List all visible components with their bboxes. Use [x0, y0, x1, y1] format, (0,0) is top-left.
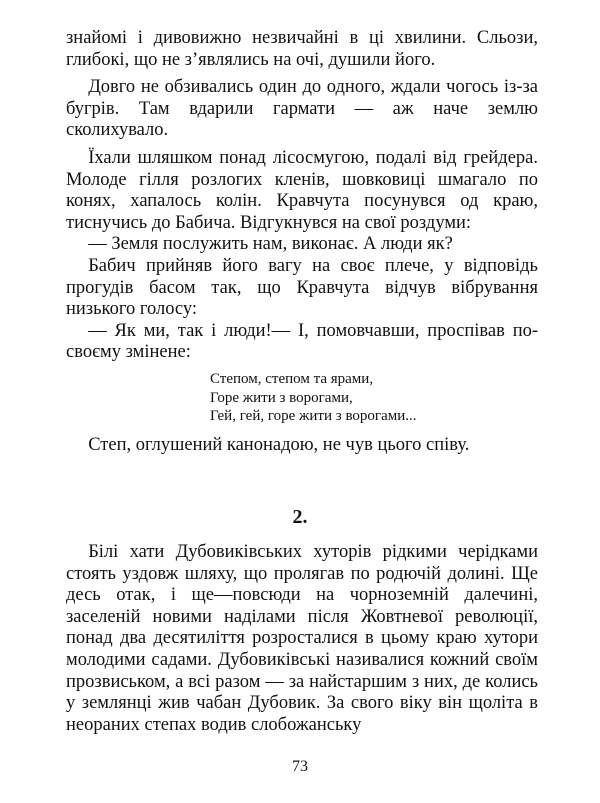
- paragraph-2: Довго не обзивались один до одного, ждали чогось із-за бугрів. Там вдарили гармати — аж наче землю сколихувало.: [66, 77, 538, 141]
- paragraph-1: знайомі і дивовижно незвичайні в ці хвилини. Сльози, глибокі, що не з’являлись на очі, душили його.: [66, 28, 538, 70]
- paragraph-5: Бабич прийняв його вагу на своє плече, у відповідь прогудів басом так, що Кравчута відчув вібрування низького голосу:: [66, 255, 538, 320]
- page-number: 73: [292, 758, 308, 775]
- chapter-number: 2.: [292, 506, 308, 528]
- text-block-top: [66, 28, 538, 370]
- song-line: Степом, степом та ярами,: [210, 371, 374, 387]
- chapter-paragraph: Білі хати Дубовиківських хуторів рідкими черідками стоять уздовж шляху, що пролягав по родючій долині. Ще десь отак, і ще—повсюди на чорноземній далечині, заселеній новими наділами після Жовтневої революції, понад два десятиліття розросталися в цьому краю хутори молодими садами. Дубовиківські називалися кожний своїм прозвиськом, а всі разом — за найстаршим з них, де колись у землянці жив чабан Дубовик. За свого віку він щоліта в неораних степах водив слобожанську: [66, 542, 538, 735]
- paragraph-6: — Як ми, так і люди!— І, помовчавши, проспівав по-своєму змінене:: [66, 320, 538, 363]
- song-verse: [210, 370, 417, 426]
- song-line: Горе жити з ворогами,: [210, 389, 353, 406]
- song-line: Гей, гей, горе жити з ворогами...: [210, 408, 417, 424]
- paragraph-4: — Земля послужить нам, виконає. А люди як?: [88, 234, 453, 255]
- text-block-chapter: [66, 542, 538, 742]
- paragraph-after-song: Степ, оглушений канонадою, не чув цього співу.: [88, 435, 470, 455]
- paragraph-3: Їхали шляшком понад лісосмугою, подалі від грейдера. Молоде гілля розлогих кленів, шовковиці шмагало по конях, хапалось колін. Кравчута посунувся од краю, тиснучись до Бабича. Відгукнувся на свої роздуми:: [66, 147, 538, 233]
